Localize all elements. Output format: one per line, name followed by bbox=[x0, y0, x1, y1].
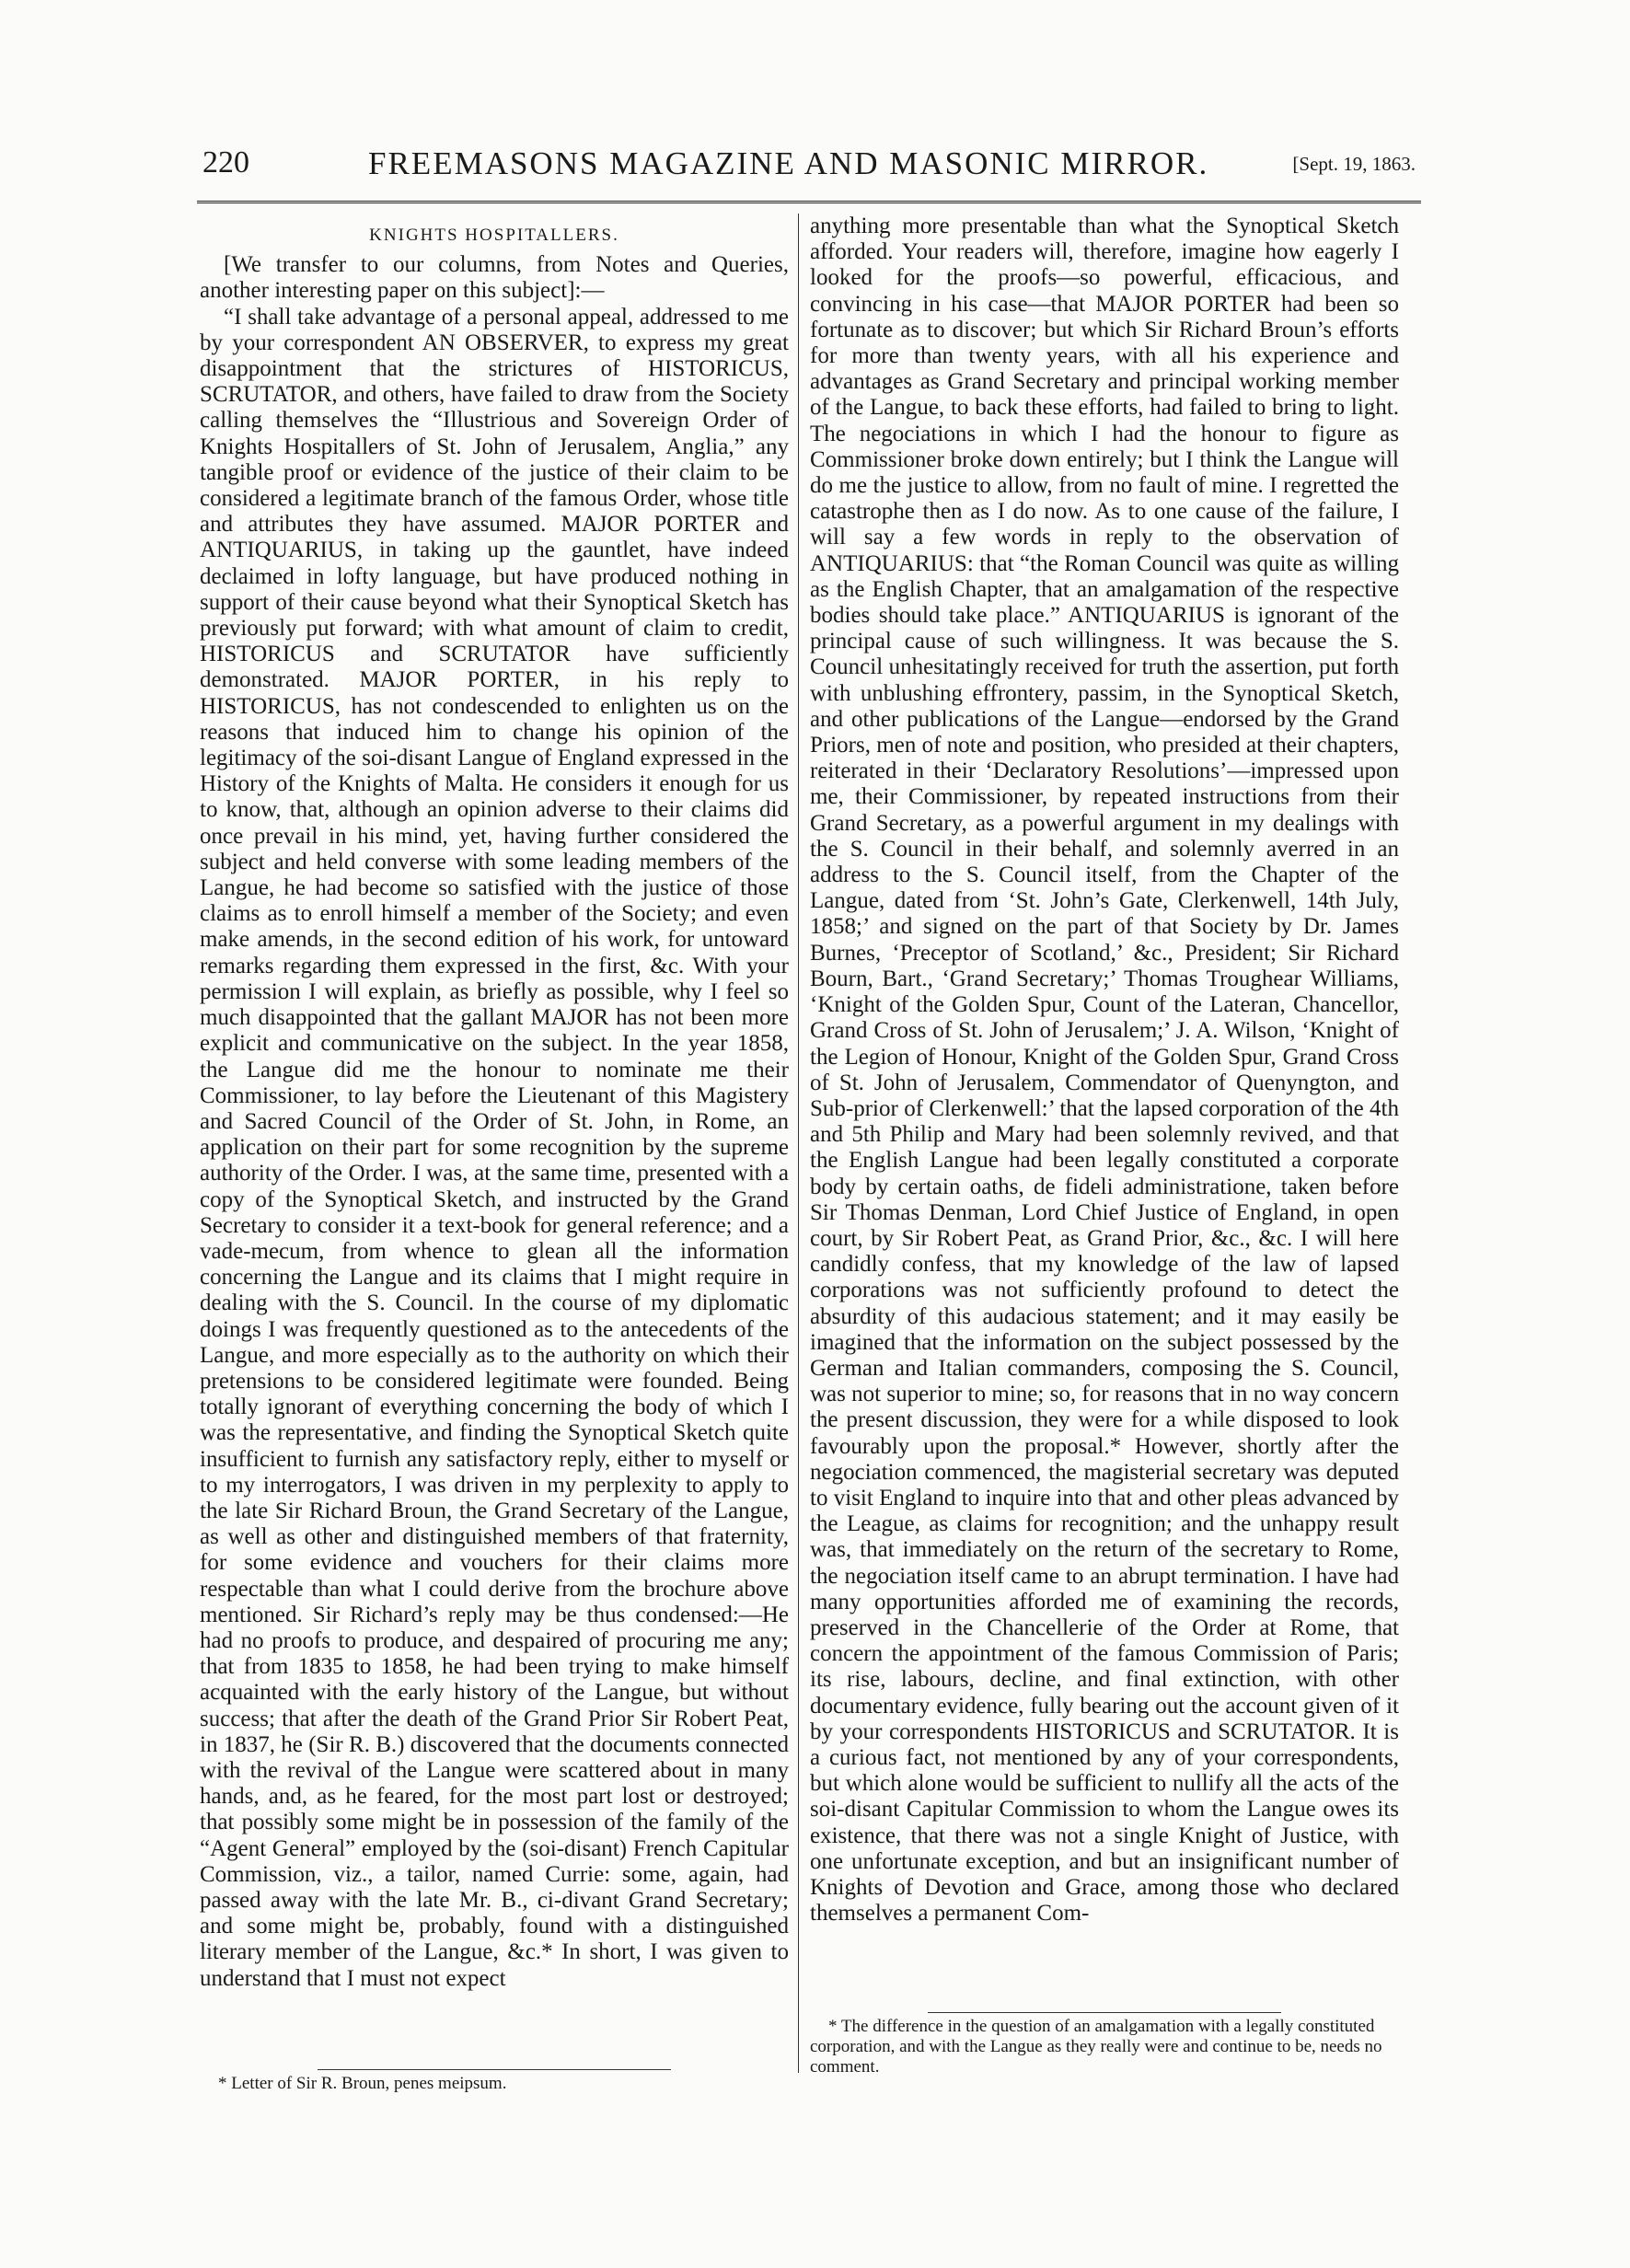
right-footnote: * The difference in the question of an amalgamation with a legally constituted corporation, and with the Langue as they really were and continue to be, needs no comment. bbox=[810, 2017, 1382, 2077]
footnote-rule bbox=[318, 2069, 671, 2070]
left-column bbox=[200, 214, 789, 2220]
article-body-paragraph: “I shall take advantage of a personal appeal, addressed to me by your correspondent AN OBSERVER, to express my great disappointment that the strictures of HISTORICUS, SCRUTATOR, and others, have failed to draw from the Society calling themselves the “Illustrious and Sovereign Order of Knights Hospitallers of St. John of Jerusalem, Anglia,” any tangible proof or evidence of the justice of their claim to be considered a legitimate branch of the famous Order, whose title and attributes they have assumed. MAJOR PORTER and ANTIQUARIUS, in taking up the gauntlet, have indeed declaimed in lofty language, but have produced nothing in support of their cause beyond what their Synoptical Sketch has previously put forward; with what amount of claim to credit, HISTORICUS and SCRUTATOR have sufficiently demonstrated. MAJOR PORTER, in his reply to HISTORICUS, has not condescended to enlighten us on the reasons that induced him to change his opinion of the legitimacy of the soi-disant Langue of England expressed in the History of the Knights of Malta. He considers it enough for us to know, that, although an opinion adverse to their claims did once prevail in his mind, yet, having further considered the subject and held converse with some leading members of the Langue, he had become so satisfied with the justice of those claims as to enroll himself a member of the Society; and even make amends, in the second edition of his work, for untoward remarks regarding them expressed in the first, &c. With your permission I will explain, as briefly as possible, why I feel so much disappointed that the gallant MAJOR has not been more explicit and communicative on the subject. In the year 1858, the Langue did me the honour to nominate me their Commissioner, to lay before the Lieutenant of this Magistery and Sacred Council of the Order of St. John, in Rome, an application on their part for some recognition by the supreme authority of the Order. I was, at the same time, presented with a copy of the Synoptical Sketch, and instructed by the Grand Secretary to consider it a text-book for general reference; and a vade-mecum, from whence to glean all the information concerning the Langue and its claims that I might require in dealing with the S. Council. In the course of my diplomatic doings I was frequently questioned as to the antecedents of the Langue, and more especially as to the authority on which their pretensions to be considered legitimate were founded. Being totally ignorant of everything concerning the body of which I was the representative, and finding the Synoptical Sketch quite insufficient to furnish any satisfactory reply, either to myself or to my interrogators, I was driven in my perplexity to apply to the late Sir Richard Broun, the Grand Secretary of the Langue, as well as other and distinguished members of that fraternity, for some evidence and vouchers for their claims more respectable than what I could derive from the brochure above mentioned. Sir Richard’s reply may be thus condensed:—He had no proofs to produce, and despaired of procuring me any; that from 1835 to 1858, he had been trying to make himself acquainted with the early history of the Langue, but without success; that after the death of the Grand Prior Sir Robert Peat, in 1837, he (Sir R. B.) discovered that the documents connected with the revival of the Langue were scattered about in many hands, and, as he feared, for the most part lost or destroyed; that possibly some might be in possession of the family of the “Agent General” employed by the (soi-disant) French Capitular Commission, viz., a tailor, named Currie: some, again, had passed away with the late Mr. B., ci-divant Grand Secretary; and some might be, probably, found with a distinguished literary member of the Langue, &c.* In short, I was given to understand that I must not expect bbox=[200, 304, 789, 1991]
page-number: 220 bbox=[202, 145, 249, 179]
article-intro-paragraph: [We transfer to our columns, from Notes and Queries, another interesting paper on this subject]:— bbox=[200, 252, 789, 304]
right-column bbox=[810, 214, 1399, 2220]
page-header bbox=[202, 145, 1427, 190]
column-divider bbox=[798, 214, 799, 2073]
running-title: FREEMASONS MAGAZINE AND MASONIC MIRROR. bbox=[368, 145, 1209, 181]
left-footnote-block bbox=[200, 2062, 789, 2094]
footnote-rule bbox=[928, 2012, 1281, 2013]
article-continued-paragraph: anything more presentable than what the Synoptical Sketch afforded. Your readers will, therefore, imagine how eagerly I looked for the proofs—so powerful, efficacious, and convincing in his case—that MAJOR PORTER had been so fortunate as to discover; but which Sir Richard Broun’s efforts for more than twenty years, with all his experience and advantages as Grand Secretary and principal working member of the Langue, to back these efforts, had failed to bring to light. The negociations in which I had the honour to figure as Commissioner broke down entirely; but I think the Langue will do me the justice to allow, from no fault of mine. I regretted the catastrophe then as I do now. As to one cause of the failure, I will say a few words in reply to the observation of ANTIQUARIUS: that “the Roman Council was quite as willing as the English Chapter, that an amalgamation of the respective bodies should take place.” ANTIQUARIUS is ignorant of the principal cause of such willingness. It was because the S. Council unhesitatingly received for truth the assertion, put forth with unblushing effrontery, passim, in the Synoptical Sketch, and other publications of the Langue—endorsed by the Grand Priors, men of note and position, who presided at their chapters, reiterated in their ‘Declaratory Resolutions’—impressed upon me, their Commissioner, by repeated instructions from their Grand Secretary, as a powerful argument in my dealings with the S. Council in their behalf, and solemnly averred in an address to the S. Council itself, from the Chapter of the Langue, dated from ‘St. John’s Gate, Clerkenwell, 14th July, 1858;’ and signed on the part of that Society by Dr. James Burnes, ‘Preceptor of Scotland,’ &c., President; Sir Richard Bourn, Bart., ‘Grand Secretary;’ Thomas Troughear Williams, ‘Knight of the Golden Spur, Count of the Lateran, Chancellor, Grand Cross of St. John of Jerusalem;’ J. A. Wilson, ‘Knight of the Legion of Honour, Knight of the Golden Spur, Grand Cross of St. John of Jerusalem, Commendator of Quenyngton, and Sub-prior of Clerkenwell:’ that the lapsed corporation of the 4th and 5th Philip and Mary had been solemnly revived, and that the English Langue had been legally constituted a corporate body by certain oaths, de fideli administratione, taken before Sir Thomas Denman, Lord Chief Justice of England, in open court, by Sir Robert Peat, as Grand Prior, &c., &c. I will here candidly confess, that my knowledge of the law of lapsed corporations was not sufficiently profound to detect the absurdity of this audacious statement; and it may easily be imagined that the information on the subject possessed by the German and Italian commanders, composing the S. Council, was not superior to mine; so, for reasons that in no way concern the present discussion, they were for a while disposed to look favourably upon the proposal.* However, shortly after the negociation commenced, the magisterial secretary was deputed to visit England to inquire into that and other pleas advanced by the League, as claims for recognition; and the unhappy result was, that immediately on the return of the secretary to Rome, the negociation itself came to an abrupt termination. I have had many opportunities afforded me of examining the records, preserved in the Chancellerie of the Order at Rome, that concern the appointment of the famous Commission of Paris; its rise, labours, decline, and final extinction, with other documentary evidence, fully bearing out the account given of it by your correspondents HISTORICUS and SCRUTATOR. It is a curious fact, not mentioned by any of your correspondents, but which alone would be sufficient to nullify all the acts of the soi-disant Capitular Commission to whom the Langue owes its existence, that there was not a single Knight of Justice, with one unfortunate exception, and but an insignificant number of Knights of Devotion and Grace, among those who declared themselves a permanent Com- bbox=[810, 214, 1399, 1927]
issue-date: [Sept. 19, 1863. bbox=[1292, 153, 1416, 175]
article-heading: KNIGHTS HOSPITALLERS. bbox=[369, 226, 619, 245]
header-rule bbox=[197, 201, 1421, 206]
right-footnote-block bbox=[810, 2005, 1399, 2077]
left-footnote: * Letter of Sir R. Broun, penes meipsum. bbox=[218, 2074, 507, 2093]
